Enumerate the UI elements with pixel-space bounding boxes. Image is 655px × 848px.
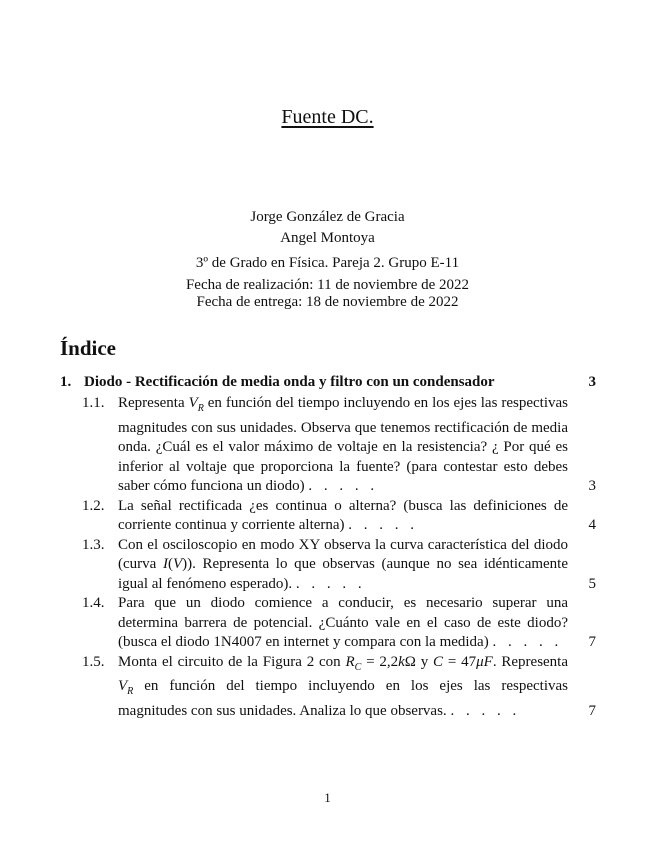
toc-item-1-1[interactable] bbox=[60, 394, 596, 497]
author-2: Angel Montoya bbox=[280, 230, 375, 246]
toc-item-page: 7 bbox=[588, 634, 596, 650]
toc-leader-dots: . . . . . bbox=[348, 517, 419, 533]
toc-leader-dots: . . . . . bbox=[295, 575, 366, 592]
toc-item-text: Con el osciloscopio en modo XY observa la curva característica del diodo (curva I(V)). Representa lo que observas (aunque no sea idénticamente igual al fenómeno esperado). . . . . . bbox=[118, 536, 568, 592]
toc-item-number: 1.3. bbox=[82, 536, 105, 553]
toc-item-1-4[interactable] bbox=[60, 594, 596, 653]
toc-heading: Índice bbox=[60, 336, 117, 360]
page-number: 1 bbox=[324, 790, 331, 805]
toc-section-number: 1. bbox=[60, 374, 72, 390]
toc-section-title: Diodo - Rectificación de media onda y filtro con un condensador bbox=[84, 374, 495, 390]
toc-item-page: 3 bbox=[588, 478, 596, 494]
document-title: Fuente DC. bbox=[281, 106, 374, 128]
date-done: Fecha de realización: 11 de noviembre de 2022 bbox=[185, 277, 470, 293]
toc-item-page: 7 bbox=[588, 702, 596, 719]
toc-item-1-2[interactable] bbox=[60, 497, 596, 536]
toc-item-page: 4 bbox=[588, 517, 596, 533]
toc-leader-dots: . . . . . bbox=[492, 634, 563, 650]
toc-item-text: Para que un diodo comience a conducir, es necesario superar una determina barrera de potencial. ¿Cuánto vale en el caso de este diodo? (busca el diodo 1N4007 en internet y compara con la medida) . . . . . bbox=[118, 595, 568, 650]
toc-item-number: 1.4. bbox=[82, 595, 105, 611]
toc-section-1[interactable] bbox=[60, 372, 596, 394]
toc-item-number: 1.5. bbox=[82, 653, 105, 670]
toc-item-text: Monta el circuito de la Figura 2 con $R_C = 2,2k\Omega$ y C = 47μF. Representa $V_R$ en función del tiempo incluyendo en los ejes las respectivas magnitudes con sus unidades. Analiza lo que observas. . . . . . bbox=[118, 653, 569, 719]
toc-item-text: La señal rectificada ¿es continua o alterna? (busca las definiciones de corriente continua y corriente alterna) . . . . . bbox=[118, 497, 568, 533]
table-of-contents bbox=[60, 372, 596, 721]
date-due: Fecha de entrega: 18 de noviembre de 2022 bbox=[196, 294, 459, 310]
toc-item-text: Representa $V_R$ en función del tiempo incluyendo en los ejes las respectivas magnitudes con sus unidades. Observa que tenemos rectificación de media onda. ¿Cuál es el valor máximo de voltaje en la resistencia? ¿ Por qué es inferior al voltaje que proporciona la fuente? (para contestar esto debes saber cómo funciona un diodo) . . . . . bbox=[118, 395, 568, 494]
toc-section-page: 3 bbox=[588, 374, 596, 390]
toc-leader-dots: . . . . . bbox=[308, 478, 379, 494]
toc-item-1-3[interactable] bbox=[60, 536, 596, 595]
course-info: 3º de Grado en Física. Pareja 2. Grupo E-11 bbox=[195, 255, 460, 271]
dates-block bbox=[0, 277, 655, 311]
toc-item-number: 1.2. bbox=[82, 497, 105, 514]
author-1: Jorge González de Gracia bbox=[250, 209, 405, 225]
toc-item-number: 1.1. bbox=[82, 395, 105, 411]
toc-leader-dots: . . . . . bbox=[450, 702, 521, 719]
toc-item-page: 5 bbox=[588, 575, 596, 592]
toc-item-1-5[interactable] bbox=[60, 653, 596, 722]
toc-subsections bbox=[60, 394, 596, 721]
